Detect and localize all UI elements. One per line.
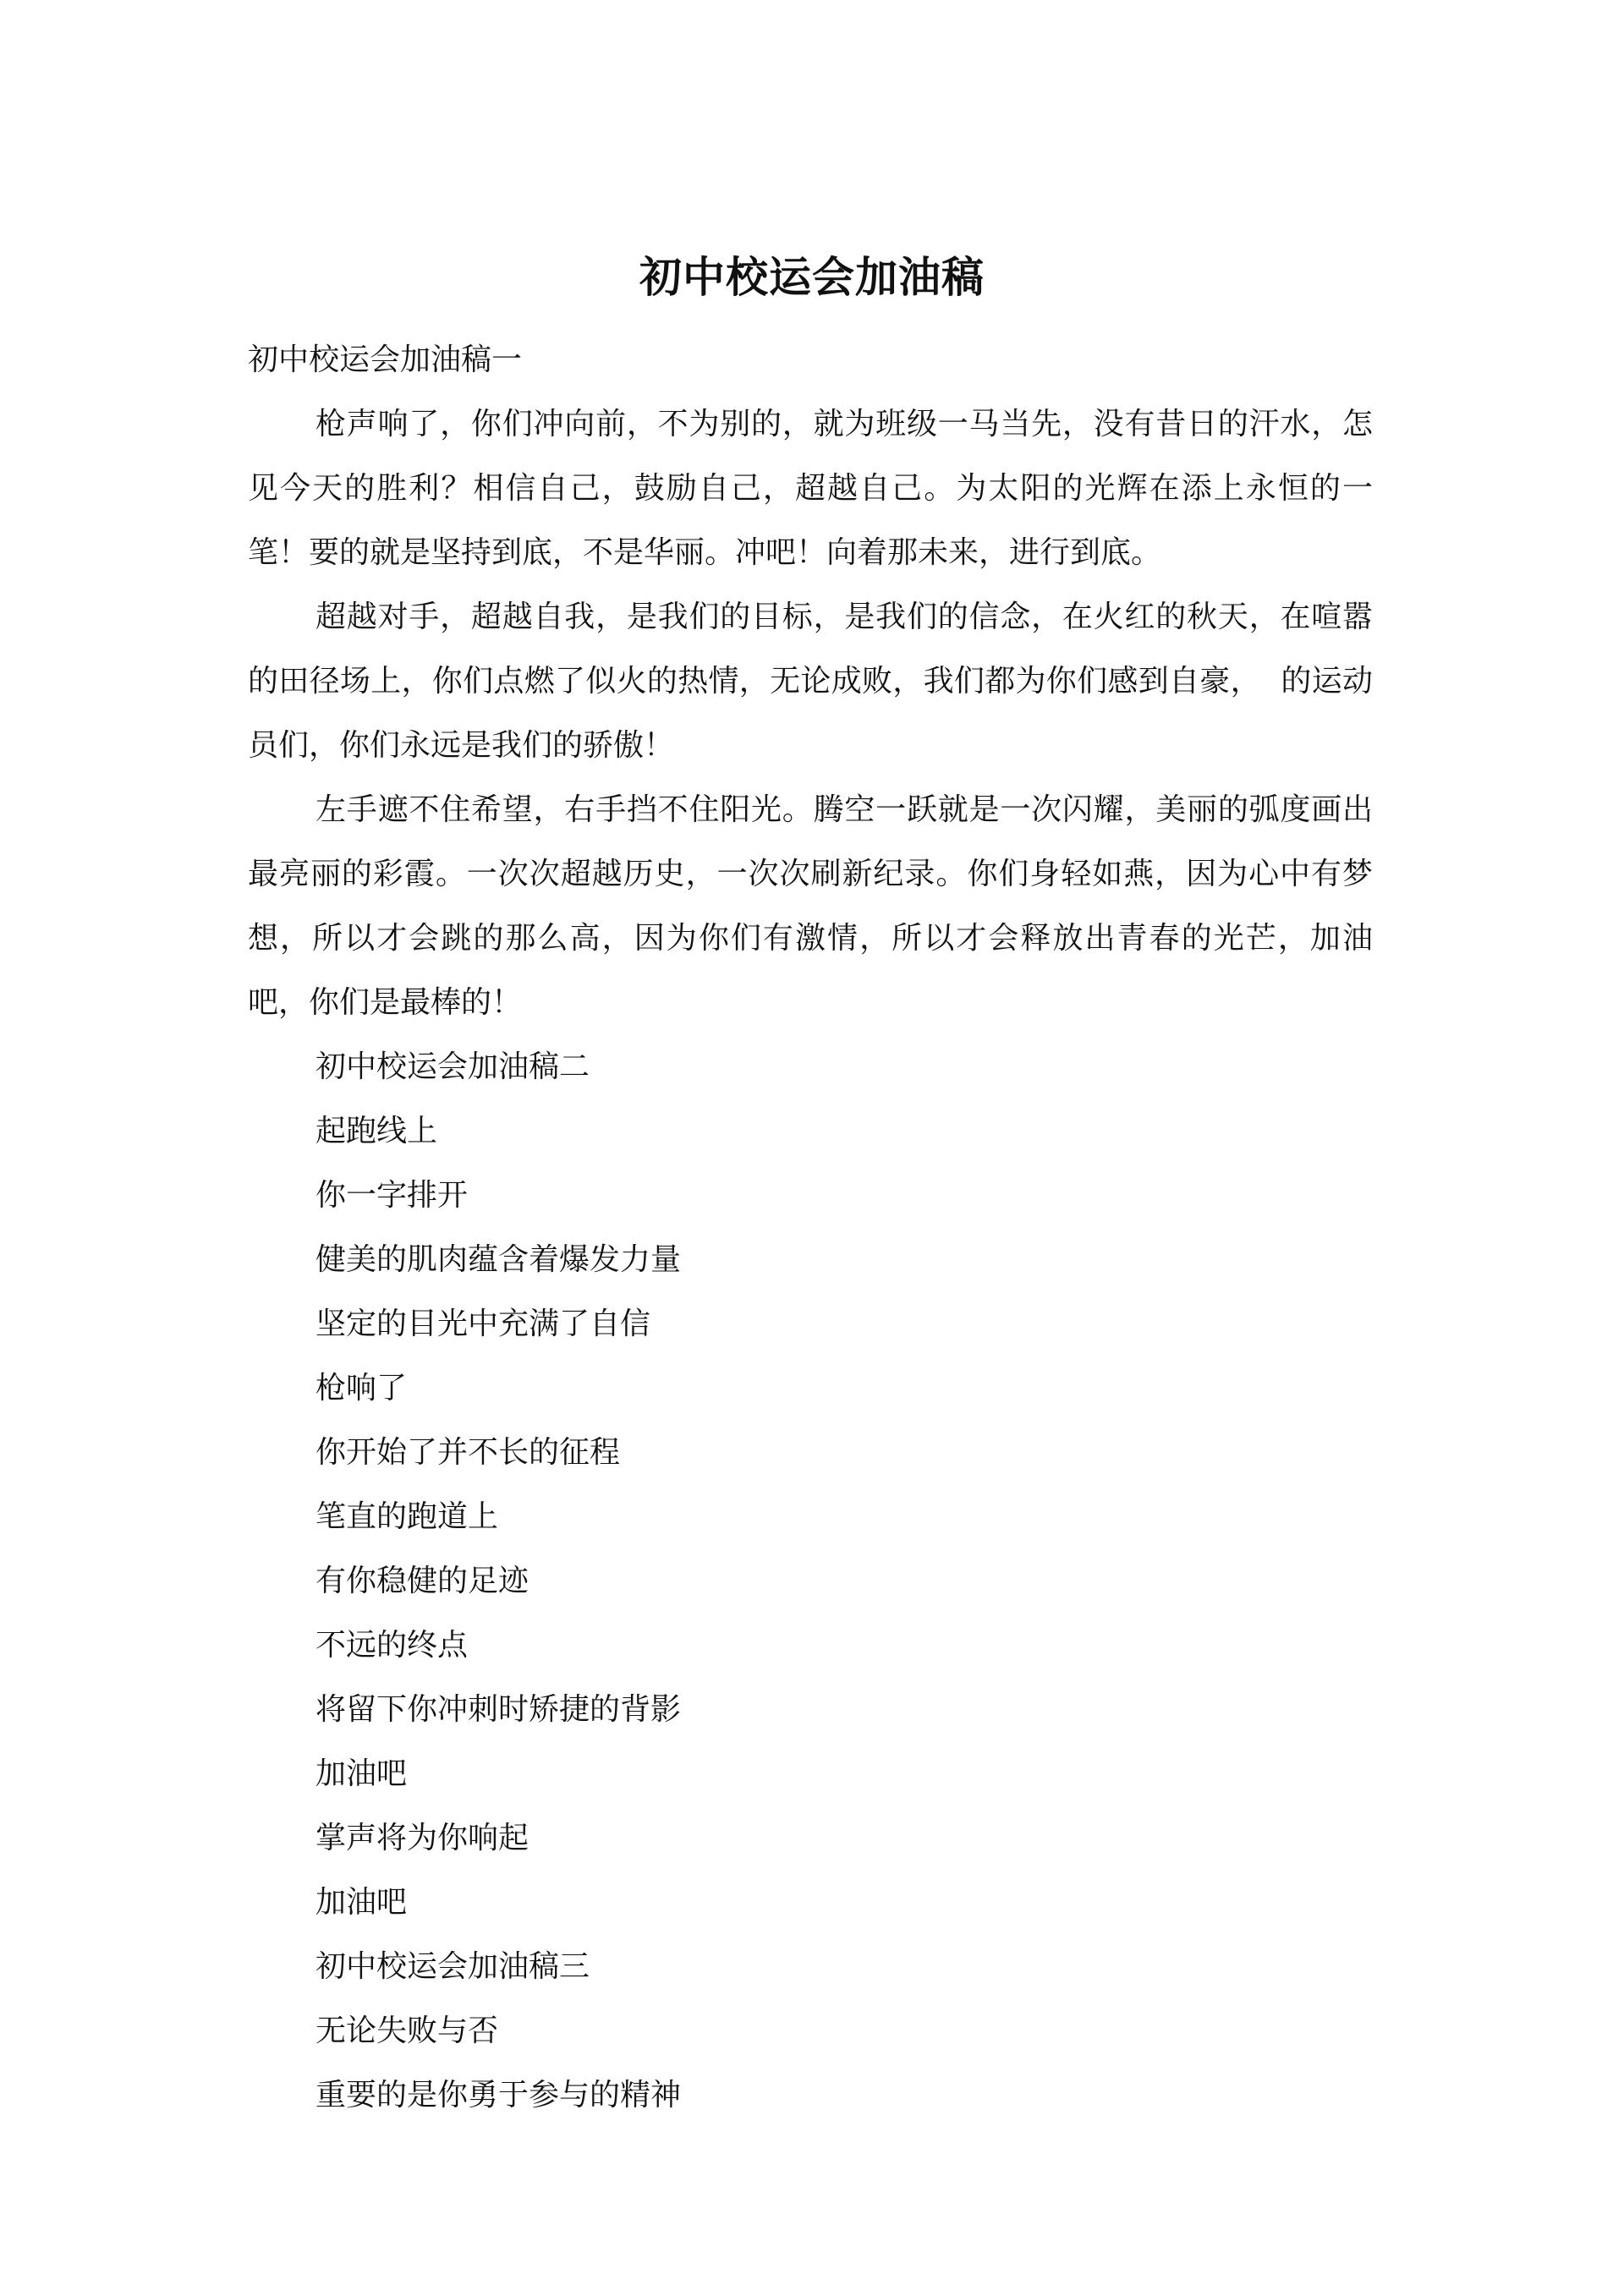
poem-line: 你一字排开	[315, 1178, 469, 1213]
poem-line: 枪响了	[315, 1371, 408, 1406]
poem-line: 坚定的目光中充满了自信	[315, 1307, 651, 1341]
document-title: 初中校运会加油稿	[639, 253, 985, 302]
poem-line: 重要的是你勇于参与的精神	[315, 2078, 682, 2112]
paragraph-1: 枪声响了，你们冲向前，不为别的，就为班级一马当先，没有昔日的汗水，怎见今天的胜利？相信自己，鼓励自己，超越自己。为太阳的光辉在添上永恒的一笔！要的就是坚持到底，不是华丽。冲吧！向着那未来，进行到底。	[248, 407, 1373, 570]
paragraph-2: 超越对手，超越自我，是我们的目标，是我们的信念，在火红的秋天，在喧嚣的田径场上，你们点燃了似火的热情，无论成败，我们都为你们感到自豪， 的运动员们，你们永远是我们的骄傲！	[248, 600, 1373, 763]
section-heading-2: 初中校运会加油稿二	[315, 1049, 590, 1084]
poem-line: 起跑线上	[315, 1114, 438, 1148]
poem-line: 将留下你冲刺时矫捷的背影	[315, 1692, 682, 1727]
poem-line: 健美的肌肉蕴含着爆发力量	[315, 1242, 682, 1277]
poem-line: 加油吧	[315, 1885, 408, 1920]
poem-line: 无论失败与否	[315, 2014, 499, 2048]
poem-line: 加油吧	[315, 1756, 408, 1791]
section-heading-1: 初中校运会加油稿一	[248, 342, 523, 377]
paragraph-3: 左手遮不住希望，右手挡不住阳光。腾空一跃就是一次闪耀，美丽的弧度画出最亮丽的彩霞。一次次超越历史，一次次刷新纪录。你们身轻如燕，因为心中有梦想，所以才会跳的那么高，因为你们有激情，所以才会释放出青春的光芒，加油吧，你们是最棒的！	[248, 792, 1373, 1020]
poem-line: 有你稳健的足迹	[315, 1564, 529, 1598]
poem-line: 掌声将为你响起	[315, 1821, 529, 1855]
poem-line: 笔直的跑道上	[315, 1499, 499, 1534]
section-heading-3: 初中校运会加油稿三	[315, 1949, 590, 1984]
poem-line: 你开始了并不长的征程	[315, 1435, 621, 1470]
poem-line: 不远的终点	[315, 1628, 469, 1663]
document-body	[248, 328, 1373, 2128]
